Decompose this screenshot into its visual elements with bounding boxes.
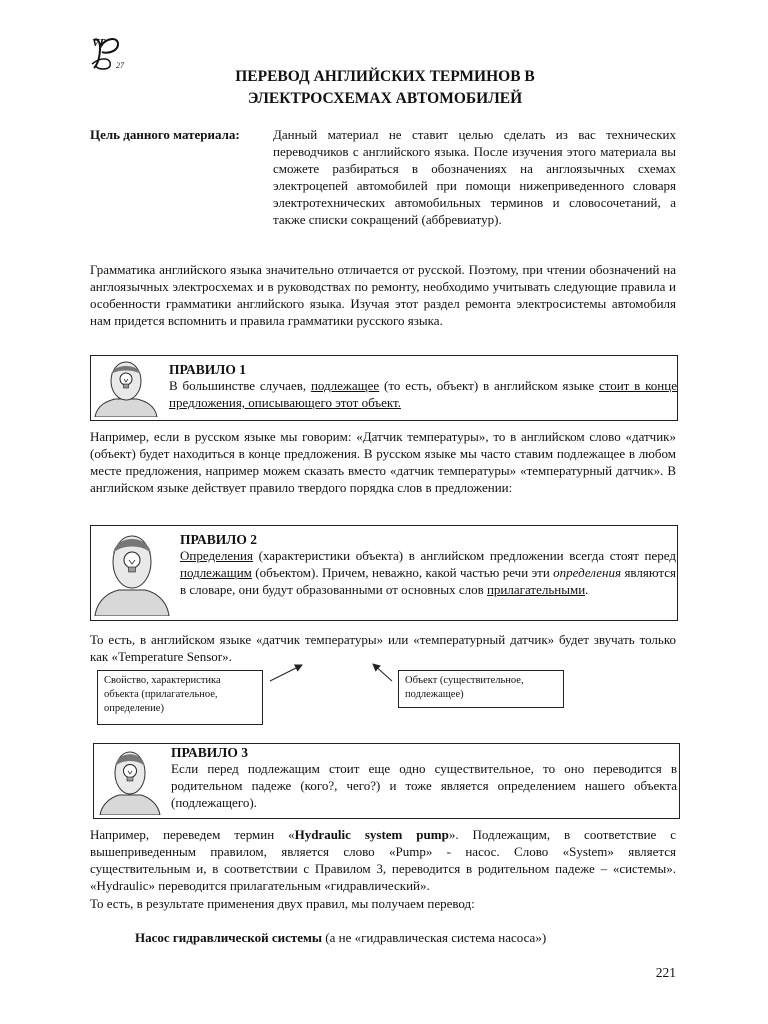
example-2-paragraph: То есть, в английском языке «датчик температуры» или «температурный датчик» будет звучать только как «Temperature Sensor». <box>90 632 676 664</box>
arrow-to-temperature <box>270 665 302 681</box>
head-lightbulb-icon <box>93 530 171 616</box>
rule-1-text <box>169 377 677 411</box>
note-attribute-box: Свойство, характеристика объекта (прилагательное, определение) <box>97 670 263 725</box>
title-line-2: ЭЛЕКТРОСХЕМАХ АВТОМОБИЛЕЙ <box>247 90 523 107</box>
rule-2-text-part: (характеристики объекта) в английском предложении всегда стоят перед <box>252 548 676 563</box>
title-line-1: ПЕРЕВОД АНГЛИЙСКИХ ТЕРМИНОВ В <box>235 68 535 85</box>
example-3-text-part: ». Подлежащим, в соответствие с вышеприведенным правилом, является слово «Pump» - насос. Слово «System» является существительным и, в соответствии с Правилом 3, переводится в родительном падеже – «системы». «Hydraulic» переводится прилагательным «гидравлический». <box>90 827 677 893</box>
page-title <box>90 66 680 110</box>
rule-2-heading: ПРАВИЛО 2 <box>180 532 257 547</box>
rule-3-text: Если перед подлежащим стоит еще одно существительное, то оно переводится в родительном падеже (кого?, чего?) и тоже является определением нашего объекта (подлежащего). <box>171 761 677 810</box>
page-number: 221 <box>655 965 676 980</box>
rule-2-text <box>180 547 676 598</box>
rule-3-heading: ПРАВИЛО 3 <box>171 745 248 760</box>
arrow-to-sensor <box>373 664 392 681</box>
result-bold-translation: Насос гидравлической системы <box>135 930 323 945</box>
note-object-box: Объект (существительное, подлежащее) <box>398 670 564 708</box>
rule-1-box <box>90 355 678 421</box>
rule-2-underlined-adjectives: прилагательными <box>486 582 586 597</box>
head-lightbulb-icon <box>93 359 159 417</box>
rule-1-underlined-phrase: стоит в конце предложения, описывающего этот объект. <box>169 378 677 410</box>
logo-letters: VP <box>92 37 107 49</box>
example-3-paragraph <box>90 826 676 894</box>
logo-number: 27 <box>116 61 124 70</box>
rule-1-heading: ПРАВИЛО 1 <box>169 362 246 377</box>
intro-paragraph: Грамматика английского языка значительно отличается от русской. Поэтому, при чтении обозначений на англоязычных электросхемах и в руководствах по ремонту, необходимо учитывать следующие правила и особенности грамматики английского языка. Изучая этот раздел ремонта электросистемы автомобиля нам придется вспомнить и правила грамматики русского языка. <box>90 262 676 328</box>
example-3-term-bold: Hydraulic system pump <box>294 827 449 842</box>
rule-2-text-part: являются в словаре, они будут образованными от основных слов <box>180 565 676 597</box>
rule-1-text-part: (то есть, объект) в английском языке <box>379 378 599 393</box>
rule-2-text-part: (объектом). Причем, неважно, какой частью речи эти <box>251 565 554 580</box>
purpose-text: Данный материал не ставит целью сделать из вас технических переводчиков с английского языка. После изучения этого материала вы сможете разбираться в обозначениях на англоязычных схемах электроцепей автомобилей при помощи нижеприведенного словаря электротехнических автомобильных терминов и словосочетаний, а также списки сокращений (аббревиатур). <box>273 127 676 227</box>
rule-2-italic-definitions: определения <box>553 565 622 580</box>
example-1-paragraph: Например, если в русском языке мы говорим: «Датчик температуры», то в английском слово «датчик» (объект) будет находиться в конце предложения. В русском языке мы часто ставим подлежащее в любом месте предложения, например можем сказать вместо «датчик температуры» «температурный датчик». В английском языке действует правило твердого порядка слов в предложении: <box>90 429 676 495</box>
rule-1-underlined-subject: подлежащее <box>310 378 380 393</box>
rule-2-underlined-subject: подлежащим <box>180 565 252 580</box>
head-lightbulb-icon <box>98 747 162 815</box>
rule-2-text-part: . <box>585 582 589 597</box>
translation-result <box>135 929 695 946</box>
conclusion-line: То есть, в результате применения двух правил, мы получаем перевод: <box>90 896 475 911</box>
example-3-text-part: Например, переведем термин « <box>90 827 295 842</box>
purpose-label: Цель данного материала: <box>90 127 240 142</box>
rule-2-box <box>90 525 678 621</box>
rule-2-underlined-definitions: Определения <box>180 548 253 563</box>
result-note: (а не «гидравлическая система насоса») <box>322 930 547 945</box>
rule-1-text-part: В большинстве случаев, <box>169 378 311 393</box>
rule-3-box <box>93 743 680 819</box>
